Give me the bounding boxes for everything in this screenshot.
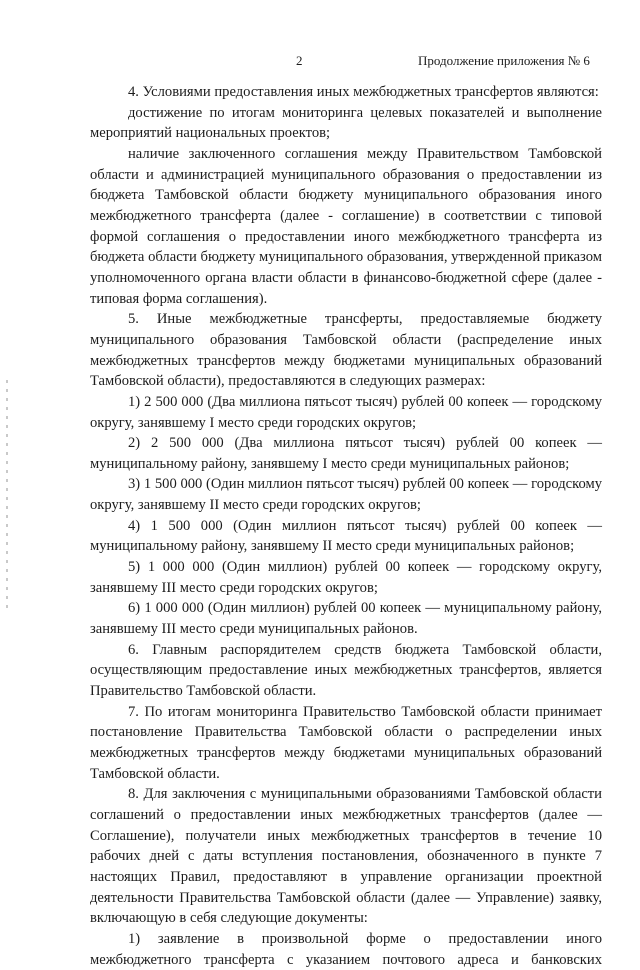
page-number: 2 bbox=[296, 53, 303, 68]
amount-item-2: 2) 2 500 000 (Два миллиона пятьсот тысяч) рублей 00 копеек — муниципальному району, занявшему I место среди муниципальных районов; bbox=[90, 435, 602, 472]
paragraph-4-condition-1: достижение по итогам мониторинга целевых показателей и выполнение мероприятий национальных проектов; bbox=[90, 104, 602, 142]
paragraph-8: 8. Для заключения с муниципальными образованиями Тамбовской области соглашений о предоставлении иных межбюджетных трансфертов (далее — Соглашение), получатели иных межбюджетных трансфертов в течение 10 рабочих дней с даты вступления постановления, обозначенного в пункте 7 настоящих Правил, предоставляют в управление организации проектной деятельности Правительства Тамбовской области (далее — Управление) заявку, включающую в себя следующие документы: bbox=[90, 786, 602, 927]
document-item-1: 1) заявление в произвольной форме о предоставлении иного межбюджетного трансферта с указанием почтового адреса и банковских bbox=[90, 930, 602, 968]
paragraph-7: 7. По итогам мониторинга Правительство Тамбовской области принимает постановление Правительства Тамбовской области о распределении иных межбюджетных трансфертов между бюджетами муниципальных образований Тамбовской области. bbox=[90, 703, 602, 782]
paragraph-6: 6. Главным распорядителем средств бюджета Тамбовской области, осуществляющим предоставление иных межбюджетных трансфертов, является Правительство Тамбовской области. bbox=[90, 641, 602, 700]
amount-item-6: 6) 1 000 000 (Один миллион) рублей 00 копеек — муниципальному району, занявшему III место среди муниципальных районов. bbox=[90, 600, 602, 638]
amount-item-3: 3) 1 500 000 (Один миллион пятьсот тысяч) рублей 00 копеек — городскому округу, занявшему II место среди городских округов; bbox=[90, 476, 602, 514]
continuation-header: Продолжение приложения № 6 bbox=[418, 53, 590, 68]
document-body bbox=[90, 82, 602, 970]
paragraph-4: 4. Условиями предоставления иных межбюджетных трансфертов являются: bbox=[128, 84, 599, 100]
paragraph-5: 5. Иные межбюджетные трансферты, предоставляемые бюджету муниципального образования Тамбовской области (распределение иных межбюджетных трансфертов между бюджетами муниципальных образований Тамбовской области), предоставляются в следующих размерах: bbox=[90, 311, 602, 390]
scan-margin-mark bbox=[6, 380, 8, 610]
amount-item-1: 1) 2 500 000 (Два миллиона пятьсот тысяч) рублей 00 копеек — городскому округу, занявшему I место среди городских округов; bbox=[90, 393, 602, 431]
amount-item-5: 5) 1 000 000 (Один миллион) рублей 00 копеек — городскому округу, занявшему III место среди городских округов; bbox=[90, 559, 602, 596]
amount-item-4: 4) 1 500 000 (Один миллион пятьсот тысяч) рублей 00 копеек — муниципальному району, занявшему II место среди муниципальных районов; bbox=[90, 517, 602, 555]
paragraph-4-condition-2: наличие заключенного соглашения между Правительством Тамбовской области и администрацией муниципального образования о предоставлении из бюджета Тамбовской области бюджету муниципального образования иного межбюджетного трансферта (далее - соглашение) в соответствии с типовой формой соглашения о предоставлении иного межбюджетного трансферта из бюджета области бюджету муниципального образования, утвержденной приказом уполномоченного органа власти области в финансово-бюджетной сфере (далее - типовая форма соглашения). bbox=[90, 145, 602, 307]
